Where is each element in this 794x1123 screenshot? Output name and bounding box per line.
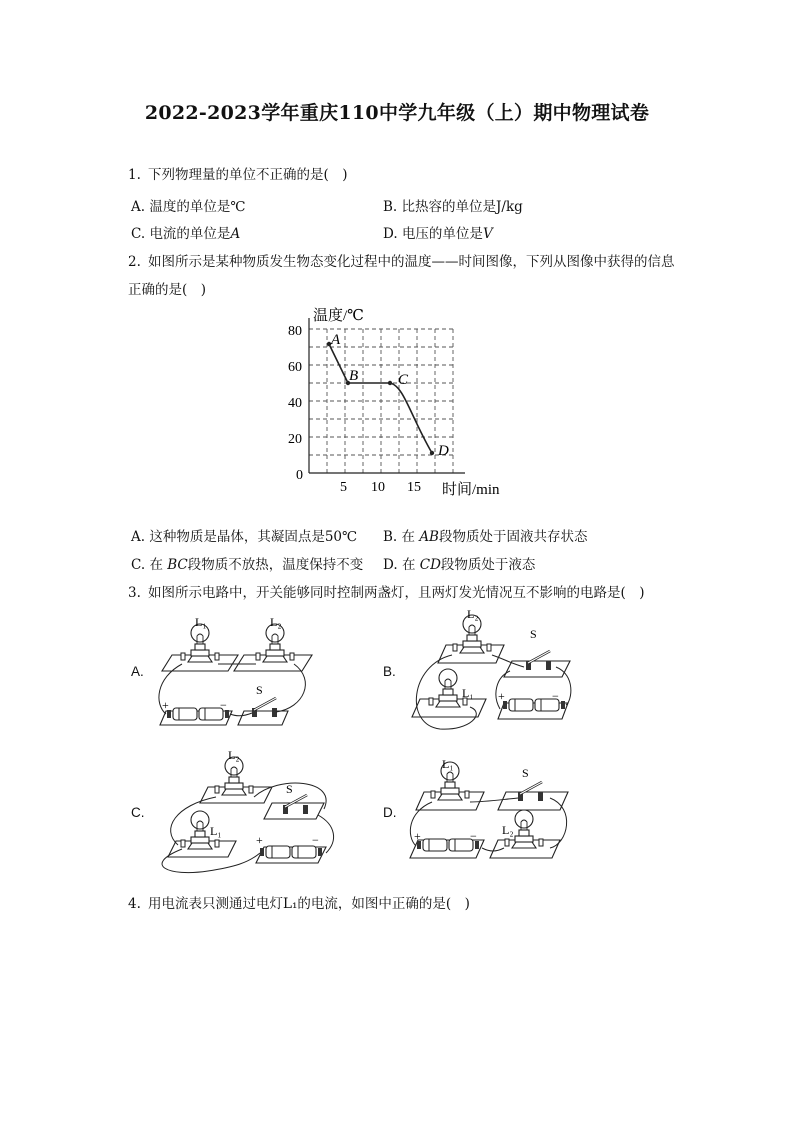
q1-option-d-text: 电压的单位是 xyxy=(401,226,483,242)
question-4 xyxy=(128,892,470,912)
question-2-line2: 正确的是( ) xyxy=(128,282,207,298)
question-4-number: 4. xyxy=(128,896,141,912)
q1-option-b[interactable] xyxy=(383,195,523,215)
y-tick-60: 60 xyxy=(288,360,302,375)
y-axis-label: 温度/℃ xyxy=(313,308,364,324)
q2-option-c-pre: 在 xyxy=(149,557,163,573)
question-2-number: 2. xyxy=(128,254,141,270)
point-d-label: D xyxy=(438,443,449,459)
x-tick-15: 15 xyxy=(407,480,421,495)
q3-option-d-label[interactable]: D. xyxy=(383,805,397,820)
q2-option-d-pre: 在 xyxy=(401,557,416,573)
minus-sign: − xyxy=(470,829,477,843)
label-l1: L₁ xyxy=(442,757,454,771)
question-2-text-line1: 如图所示是某种物质发生物态变化过程中的温度——时间图像，下列从图像中获得的信息 xyxy=(148,254,675,270)
minus-sign: − xyxy=(220,698,227,712)
label-l1: L₁ xyxy=(210,824,222,838)
question-2 xyxy=(128,250,675,270)
question-3-number: 3. xyxy=(128,585,141,601)
q2-option-c[interactable] xyxy=(131,553,363,573)
y-tick-80: 80 xyxy=(288,324,302,339)
q2-option-b-segment: AB xyxy=(419,529,439,545)
q1-option-b-key: B. xyxy=(383,199,398,215)
q2-option-b[interactable] xyxy=(383,525,587,545)
question-3-text: 如图所示电路中，开关能够同时控制两盏灯，且两灯发光情况互不影响的电路是( ) xyxy=(148,585,645,601)
label-l2: L₂ xyxy=(502,823,514,837)
point-c-label: C xyxy=(398,372,409,388)
q1-option-a-key: A. xyxy=(131,199,146,215)
point-a-label: A xyxy=(331,332,341,348)
label-switch: S xyxy=(530,627,537,641)
plus-sign: + xyxy=(162,698,169,712)
q2-option-c-segment: BC xyxy=(167,557,188,573)
label-switch: S xyxy=(522,766,529,780)
q2-option-b-post: 段物质处于固液共存状态 xyxy=(438,529,588,545)
q2-option-a-key: A. xyxy=(131,529,146,545)
q1-option-d[interactable] xyxy=(383,222,493,242)
q1-option-b-text: 比热容的单位是J/kg xyxy=(401,199,523,215)
question-1-number: 1. xyxy=(128,167,141,183)
circuit-c[interactable] xyxy=(148,745,340,880)
q2-option-c-post: 段物质不放热，温度保持不变 xyxy=(187,557,364,573)
y-tick-20: 20 xyxy=(288,432,302,447)
label-l1: L₁ xyxy=(462,686,474,700)
q1-option-c-key: C. xyxy=(131,226,146,242)
minus-sign: − xyxy=(312,833,319,847)
point-d-marker xyxy=(430,451,434,455)
q2-option-c-key: C. xyxy=(131,557,146,573)
q1-option-d-key: D. xyxy=(383,226,398,242)
plus-sign: + xyxy=(498,689,505,703)
point-b-label: B xyxy=(349,368,359,384)
origin-label: 0 xyxy=(296,468,303,483)
x-tick-5: 5 xyxy=(340,480,347,495)
circuit-a[interactable] xyxy=(148,608,320,738)
minus-sign: − xyxy=(552,689,559,703)
temperature-time-graph xyxy=(280,300,520,505)
question-3 xyxy=(128,581,645,601)
q3-option-b-label[interactable]: B. xyxy=(383,664,396,679)
q1-option-c-text: 电流的单位是 xyxy=(149,226,231,242)
plus-sign: + xyxy=(414,829,421,843)
x-tick-10: 10 xyxy=(371,480,385,495)
circuit-d[interactable] xyxy=(400,748,572,868)
label-l2: L₂ xyxy=(467,607,479,621)
q2-option-d-post: 段物质处于液态 xyxy=(440,557,536,573)
q3-option-a-label[interactable]: A. xyxy=(131,664,144,679)
q1-option-c-unit: A xyxy=(230,226,241,242)
y-tick-40: 40 xyxy=(288,396,302,411)
q1-option-a-text: 温度的单位是℃ xyxy=(149,199,246,215)
q2-option-a-text: 这种物质是晶体，其凝固点是50℃ xyxy=(149,529,358,545)
q2-option-d-segment: CD xyxy=(419,557,441,573)
x-axis-label: 时间/min xyxy=(442,482,500,498)
q2-option-b-key: B. xyxy=(383,529,398,545)
label-switch: S xyxy=(256,683,263,697)
label-l1: L₁ xyxy=(195,615,207,629)
circuit-b[interactable] xyxy=(400,605,575,740)
q1-option-c[interactable] xyxy=(131,222,240,242)
q3-option-c-label[interactable]: C. xyxy=(131,805,145,820)
q1-option-d-unit: V xyxy=(482,226,493,242)
q2-option-d-key: D. xyxy=(383,557,398,573)
question-1-text: 下列物理量的单位不正确的是( ) xyxy=(148,167,348,183)
label-l2: L₂ xyxy=(228,748,240,762)
label-switch: S xyxy=(286,782,293,796)
question-4-text: 用电流表只测通过电灯L₁的电流，如图中正确的是( ) xyxy=(148,896,470,912)
q2-option-b-pre: 在 xyxy=(401,529,416,545)
plus-sign: + xyxy=(256,833,263,847)
q1-option-a[interactable] xyxy=(131,195,245,215)
page-title: 2022-2023学年重庆110中学九年级（上）期中物理试卷 xyxy=(144,102,650,124)
question-1 xyxy=(128,163,348,183)
q2-option-a[interactable] xyxy=(131,525,357,545)
point-c-marker xyxy=(388,381,392,385)
label-l2: L₂ xyxy=(270,615,282,629)
q2-option-d[interactable] xyxy=(383,553,535,573)
